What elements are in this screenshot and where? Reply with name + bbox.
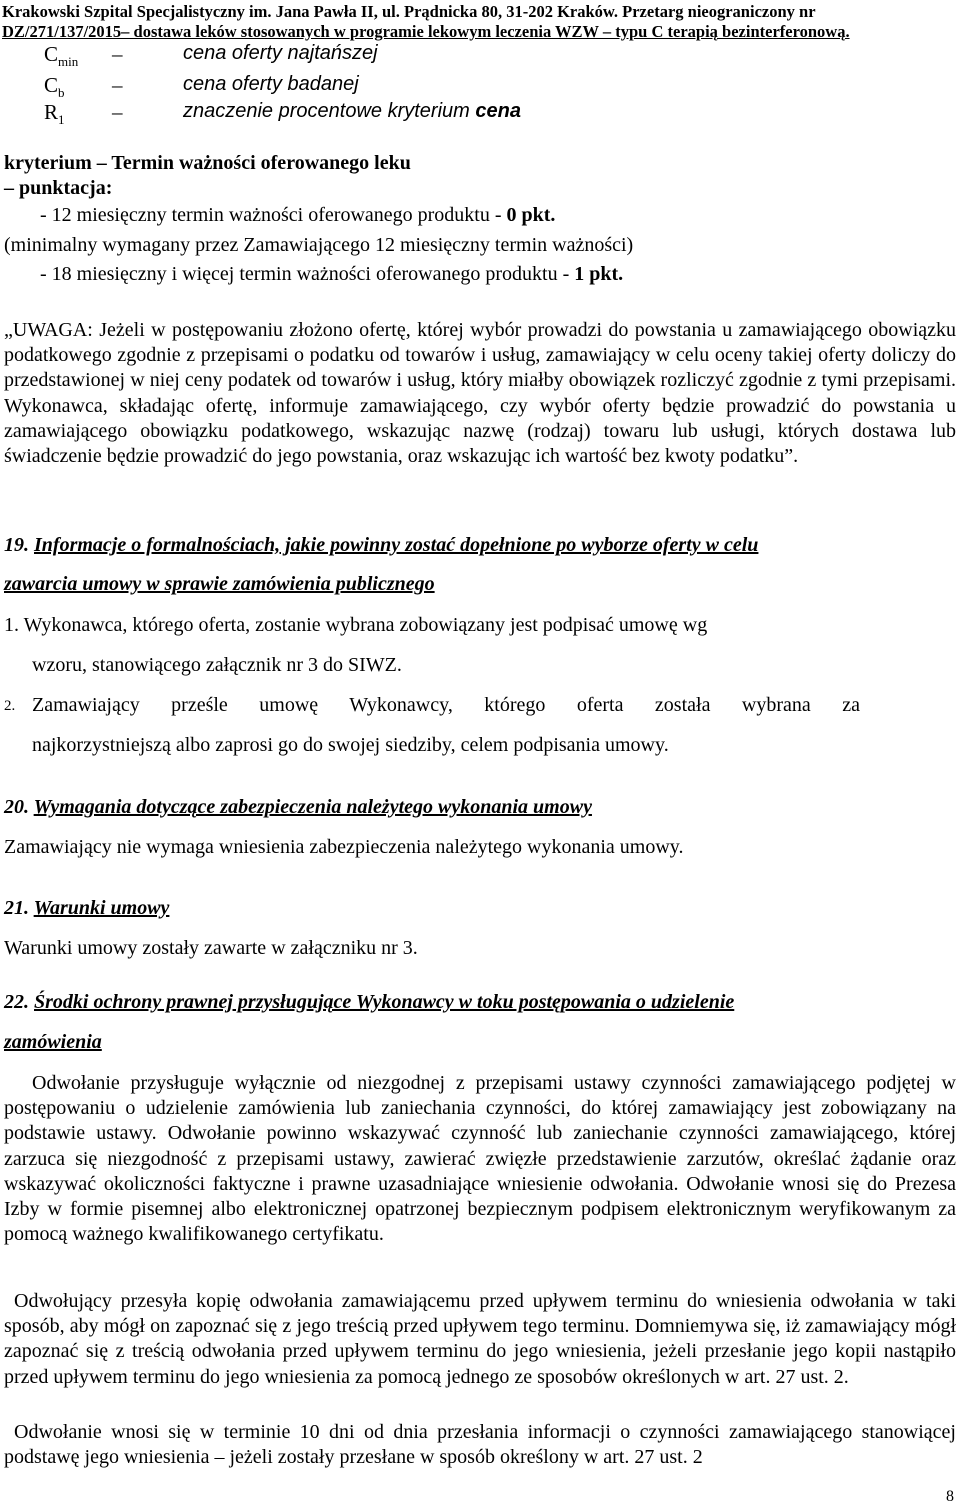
section-21-title bbox=[4, 897, 169, 920]
legend-subscript: b bbox=[58, 85, 65, 100]
section-19-item-2-line2: najkorzystniejszą albo zaprosi go do swojej siedziby, celem podpisania umowy. bbox=[32, 734, 669, 756]
page-header-line2: DZ/271/137/2015– dostawa leków stosowanych w programie lekowym leczenia WZW – typu C terapią bezinterferonową. bbox=[2, 22, 850, 41]
section-20-title bbox=[4, 796, 592, 819]
section-21-title-text: Warunki umowy bbox=[33, 897, 170, 919]
section-20-title-text: Wymagania dotyczące zabezpieczenia należytego wykonania umowy bbox=[33, 796, 592, 818]
legend-subscript: min bbox=[58, 54, 79, 69]
section-22-title: Środki ochrony prawnej przysługujące Wykonawcy w toku postępowania o udzielenie bbox=[34, 991, 735, 1013]
section-22-title-cont: zamówienia bbox=[4, 1031, 102, 1053]
legend-text: cena oferty najtańszej bbox=[183, 42, 378, 64]
legend-symbol: C bbox=[44, 42, 59, 66]
section-19-title-line1 bbox=[4, 534, 758, 557]
section-22-title-line2 bbox=[4, 1031, 102, 1054]
legend-dash: – bbox=[112, 42, 123, 66]
legend-dash: – bbox=[112, 100, 123, 124]
section-20-number: 20. bbox=[4, 796, 29, 818]
section-19-item-2-number: 2. bbox=[4, 698, 16, 714]
section-22-number: 22. bbox=[4, 991, 29, 1013]
section-21-text: Warunki umowy zostały zawarte w załączniku nr 3. bbox=[4, 937, 418, 959]
section-22-paragraph-1: Odwołanie przysługuje wyłącznie od niezgodnej z przepisami ustawy czynności zamawiającego podjętej w postępowaniu o udzielenie zamówienia lub zaniechania czynności, do której zamawiający jest zobowiązany na podstawie ustawy. Odwołanie powinno wskazywać czynność lub zaniechanie czynności zamawiającego, której zarzuca się niezgodność z przepisami ustawy, zawierać zwięzłe przedstawienie zarzutów, określać żądanie oraz wskazywać okoliczności faktyczne i prawne uzasadniające wniesienie odwołania. Odwołanie wnosi się do Prezesa Izby w formie pisemnej albo elektronicznej opatrzonej bezpiecznym podpisem elektronicznym weryfikowanym za pomocą ważnego kwalifikowanego certyfikatu. bbox=[4, 1072, 956, 1246]
legend-symbol: R bbox=[44, 100, 59, 124]
legend-text-bold: cena bbox=[475, 100, 521, 122]
criterion-item-2 bbox=[40, 263, 623, 286]
section-19-title: Informacje o formalnościach, jakie powinny zostać dopełnione po wyborze oferty w celu bbox=[34, 534, 759, 556]
criterion-title: kryterium – Termin ważności oferowanego leku bbox=[4, 152, 411, 174]
criterion-item-1-text: - 12 miesięczny termin ważności oferowanego produktu - bbox=[40, 204, 507, 226]
uwaga-paragraph: „UWAGA: Jeżeli w postępowaniu złożono ofertę, której wybór prowadzi do powstania u zamawiającego obowiązku podatkowego zgodnie z przepisami o podatku od towarów i usług, zamawiający w celu oceny takiej oferty doliczy do przedstawionej w niej ceny podatek od towarów i usług, który miałby obowiązek rozliczyć zgodnie z tymi przepisami. Wykonawca, składając ofertę, informuje zamawiającego, czy wybór oferty będzie prowadzić do powstania u zamawiającego obowiązku podatkowego, wskazując nazwę (rodzaj) towaru lub usługi, których dostawa lub świadczenie będzie prowadzić do jego powstania, oraz wskazując ich wartość bez kwoty podatku”. bbox=[4, 319, 956, 468]
criterion-item-1-points: 0 pkt. bbox=[506, 204, 556, 226]
page-number: 8 bbox=[946, 1488, 954, 1505]
section-19-item-1-line2: wzoru, stanowiącego załącznik nr 3 do SIWZ. bbox=[32, 654, 402, 676]
section-22-paragraph-3: Odwołanie wnosi się w terminie 10 dni od dnia przesłania informacji o czynności zamawiającego stanowiącej podstawę jego wniesienia – jeżeli zostały przesłane w sposób określony w art. 27 ust. 2 bbox=[4, 1421, 956, 1469]
legend-text: cena oferty badanej bbox=[183, 73, 359, 95]
criterion-item-2-text: - 18 miesięczny i więcej termin ważności oferowanego produktu - bbox=[40, 263, 575, 285]
section-19-item-1-line1: 1. Wykonawca, którego oferta, zostanie wybrana zobowiązany jest podpisać umowę wg bbox=[4, 614, 708, 636]
section-22-paragraph-2: Odwołujący przesyła kopię odwołania zamawiającemu przed upływem terminu do wniesienia odwołania w taki sposób, aby mógł on zapoznać się z jego treścią przed upływem tego terminu. Domniemywa się, iż zamawiający mógł zapoznać się z treścią odwołania przed upływem terminu do jego wniesienia, jeżeli przesłanie jego kopii nastąpiło przed upływem terminu do jego wniesienia za pomocą jednego ze sposobów określonych w art. 27 ust. 2. bbox=[4, 1290, 956, 1388]
page-header-line1: Krakowski Szpital Specjalistyczny im. Jana Pawła II, ul. Prądnicka 80, 31-202 Kraków. Przetarg nieograniczony nr bbox=[2, 2, 816, 21]
section-19-title-cont: zawarcia umowy w sprawie zamówienia publicznego bbox=[4, 573, 435, 595]
legend-text: znaczenie procentowe kryterium bbox=[183, 100, 470, 122]
legend-symbol: C bbox=[44, 73, 59, 97]
section-20-text: Zamawiający nie wymaga wniesienia zabezpieczenia należytego wykonania umowy. bbox=[4, 836, 684, 858]
section-21-number: 21. bbox=[4, 897, 29, 919]
legend-subscript: 1 bbox=[58, 112, 65, 127]
criterion-item-2-points: 1 pkt. bbox=[574, 263, 624, 285]
criterion-scoring-label: – punktacja: bbox=[4, 177, 113, 199]
legend-dash: – bbox=[112, 73, 123, 97]
section-19-title-line2 bbox=[4, 573, 435, 596]
criterion-item-1 bbox=[40, 204, 555, 227]
section-22-title-line1 bbox=[4, 991, 734, 1014]
section-19-item-2-line1: Zamawiający prześle umowę Wykonawcy, którego oferta została wybrana za bbox=[32, 694, 860, 716]
criterion-note: (minimalny wymagany przez Zamawiającego 12 miesięczny termin ważności) bbox=[4, 234, 634, 256]
section-19-number: 19. bbox=[4, 534, 29, 556]
